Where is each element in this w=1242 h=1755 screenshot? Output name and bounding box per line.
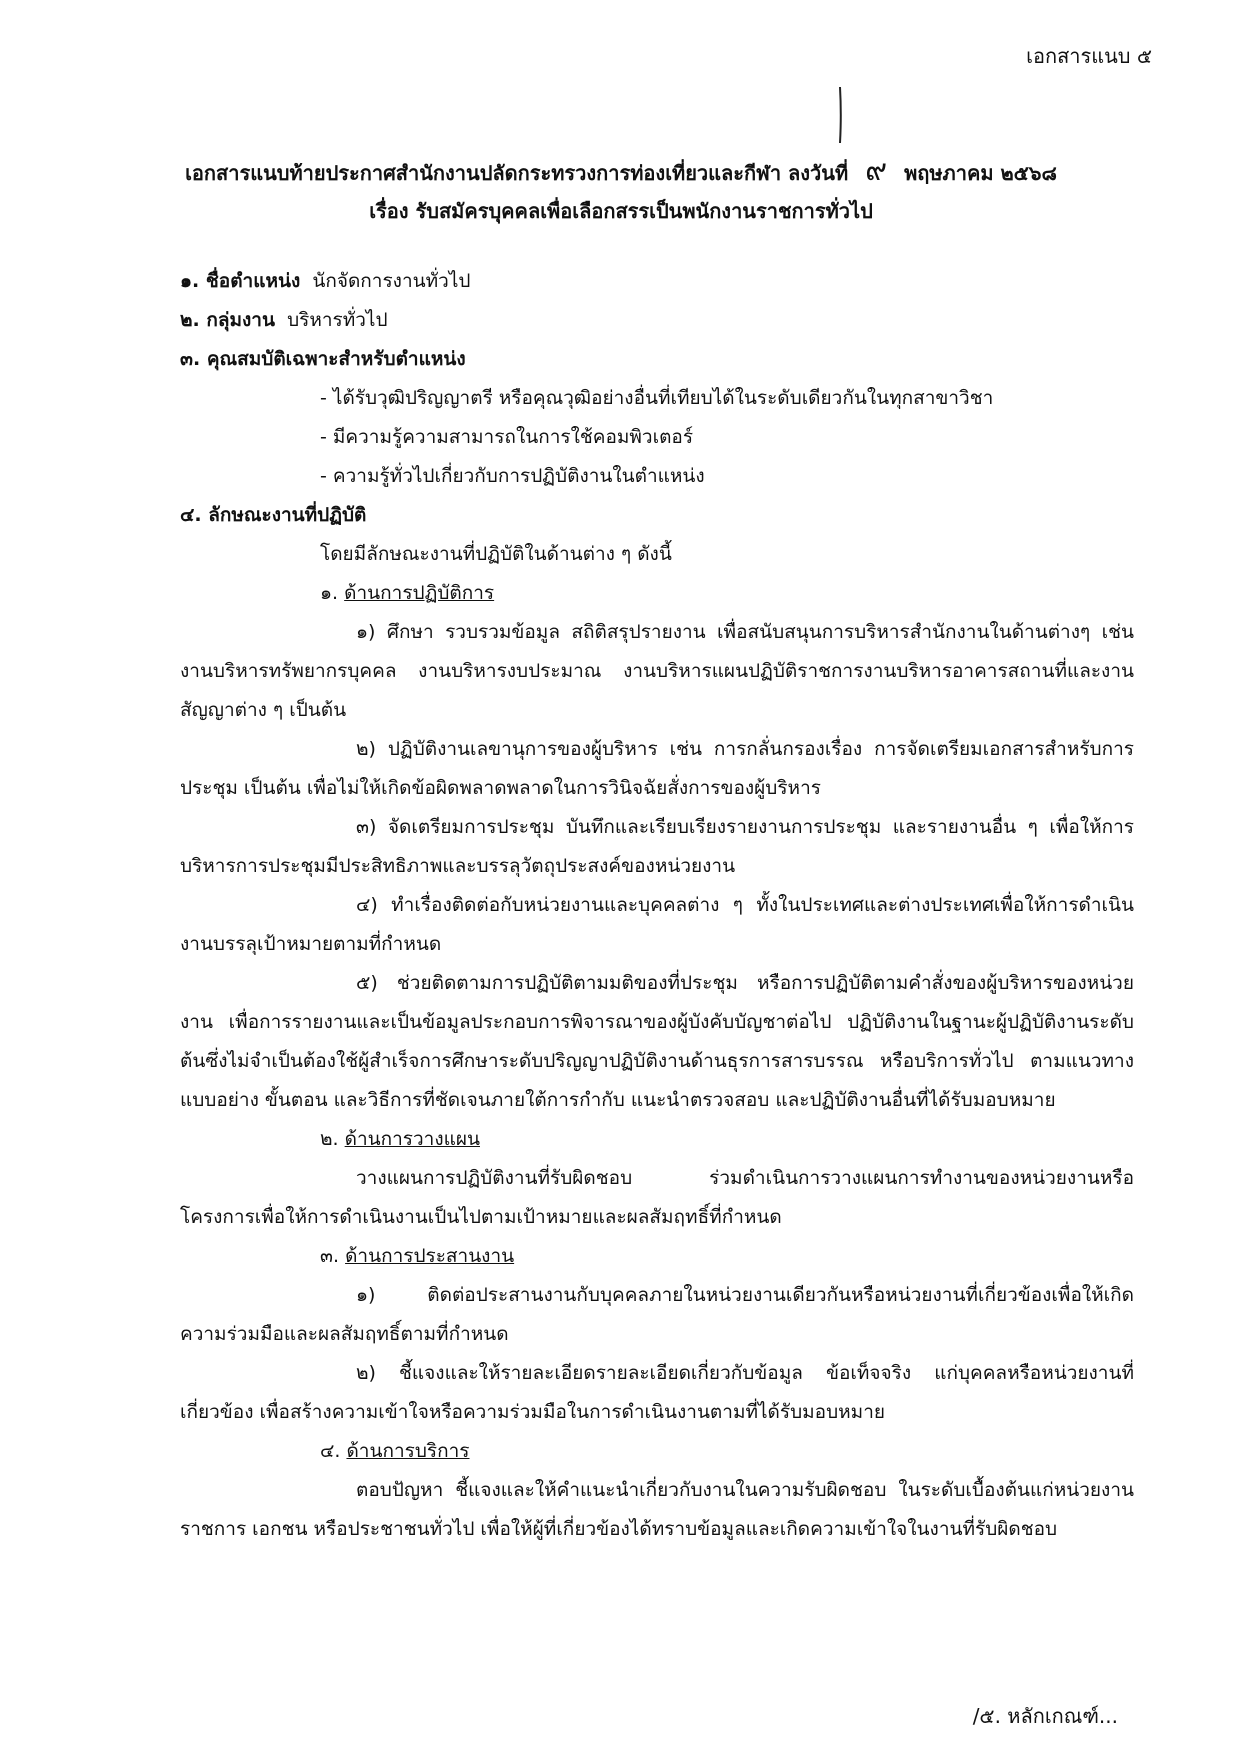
qualification-line: - ความรู้ทั่วไปเกี่ยวกับการปฏิบัติงานในตำแหน่ง [320,465,705,487]
paragraph: ๔) ทำเรื่องติดต่อกับหน่วยงานและบุคคลต่าง ๆ ทั้งในประเทศและต่างประเทศเพื่อให้การดำเนินงานบรรลุเป้าหมายตามที่กำหนด [180,894,1134,955]
area-heading: ๔. ด้านการบริการ [320,1440,470,1462]
paragraph: ๑) ศึกษา รวบรวมข้อมูล สถิติสรุปรายงาน เพื่อสนับสนุนการบริหารสำนักงานในด้านต่างๆ เช่น งานบริหารทรัพยากรบุคคล งานบริหารงบประมาณ งานบริหารแผนปฏิบัติราชการงานบริหารอาคารสถานที่และงานสัญญาต่าง ๆ เป็นต้น [180,621,1134,721]
area-heading: ๓. ด้านการประสานงาน [320,1245,515,1267]
area-heading: ๑. ด้านการปฏิบัติการ [320,582,495,604]
attachment-label: เอกสารแนบ ๕ [1026,44,1152,68]
qualification-line: - มีความรู้ความสามารถในการใช้คอมพิวเตอร์ [320,426,694,448]
paragraph: ตอบปัญหา ชี้แจงและให้คำแนะนำเกี่ยวกับงานในความรับผิดชอบ ในระดับเบื้องต้นแก่หน่วยงานราชการ เอกชน หรือประชาชนทั่วไป เพื่อให้ผู้ที่เกี่ยวข้องได้ทราบข้อมูลและเกิดความเข้าใจในงานที่รับผิดชอบ [180,1479,1134,1540]
document-heading [60,152,1182,230]
continuation-marker: /๕. หลักเกณฑ์... [972,1704,1118,1728]
paragraph: ๑) ติดต่อประสานงานกับบุคคลภายในหน่วยงานเดียวกันหรือหน่วยงานที่เกี่ยวข้องเพื่อให้เกิดความร่วมมือและผลสัมฤทธิ์ตามที่กำหนด [180,1284,1134,1345]
document-body [180,262,1134,1549]
section4-heading: ๔. ลักษณะงานที่ปฏิบัติ [180,504,367,526]
item-qualification-heading: ๓. คุณสมบัติเฉพาะสำหรับตำแหน่ง [180,348,466,370]
qualification-line: - ได้รับวุฒิปริญญาตรี หรือคุณวุฒิอย่างอื่นที่เทียบได้ในระดับเดียวกันในทุกสาขาวิชา [320,387,994,409]
item-group: ๒. กลุ่มงาน บริหารทั่วไป [180,309,388,331]
item-position: ๑. ชื่อตำแหน่ง นักจัดการงานทั่วไป [180,270,471,292]
heading-line-2: เรื่อง รับสมัครบุคคลเพื่อเลือกสรรเป็นพนักงานราชการทั่วไป [369,199,873,223]
area-heading: ๒. ด้านการวางแผน [320,1128,480,1150]
heading-line-1: เอกสารแนบท้ายประกาศสำนักงานปลัดกระทรวงการท่องเที่ยวและกีฬา ลงวันที่ ๙ พฤษภาคม ๒๕๖๘ [185,153,1057,188]
paragraph: วางแผนการปฏิบัติงานที่รับผิดชอบ ร่วมดำเนินการวางแผนการทำงานของหน่วยงานหรือโครงการเพื่อให้การดำเนินงานเป็นไปตามเป้าหมายและผลสัมฤทธิ์ที่กำหนด [180,1167,1134,1228]
handwritten-day: ๙ [865,153,888,188]
section4-intro: โดยมีลักษณะงานที่ปฏิบัติในด้านต่าง ๆ ดังนี้ [320,543,672,565]
paragraph: ๒) ชี้แจงและให้รายละเอียดรายละเอียดเกี่ยวกับข้อมูล ข้อเท็จจริง แก่บุคคลหรือหน่วยงานที่เกี่ยวข้อง เพื่อสร้างความเข้าใจหรือความร่วมมือในการดำเนินงานตามที่ได้รับมอบหมาย [180,1362,1134,1423]
paragraph: ๒) ปฏิบัติงานเลขานุการของผู้บริหาร เช่น การกลั่นกรองเรื่อง การจัดเตรียมเอกสารสำหรับการประชุม เป็นต้น เพื่อไม่ให้เกิดข้อผิดพลาดพลาดในการวินิจฉัยสั่งการของผู้บริหาร [180,738,1134,799]
paragraph: ๕) ช่วยติดตามการปฏิบัติตามมติของที่ประชุม หรือการปฏิบัติตามคำสั่งของผู้บริหารของหน่วยงาน เพื่อการรายงานและเป็นข้อมูลประกอบการพิจารณาของผู้บังคับบัญชาต่อไป ปฏิบัติงานในฐานะผู้ปฏิบัติงานระดับต้นซึ่งไม่จำเป็นต้องใช้ผู้สำเร็จการศึกษาระดับปริญญาปฏิบัติงานด้านธุรการสารบรรณ หรือบริการทั่วไป ตามแนวทาง แบบอย่าง ขั้นตอน และวิธีการที่ชัดเจนภายใต้การกำกับ แนะนำตรวจสอบ และปฏิบัติงานอื่นที่ได้รับมอบหมาย [180,972,1134,1111]
paragraph: ๓) จัดเตรียมการประชุม บันทึกและเรียบเรียงรายงานการประชุม และรายงานอื่น ๆ เพื่อให้การบริหารการประชุมมีประสิทธิภาพและบรรลุวัตถุประสงค์ของหน่วยงาน [180,816,1134,877]
